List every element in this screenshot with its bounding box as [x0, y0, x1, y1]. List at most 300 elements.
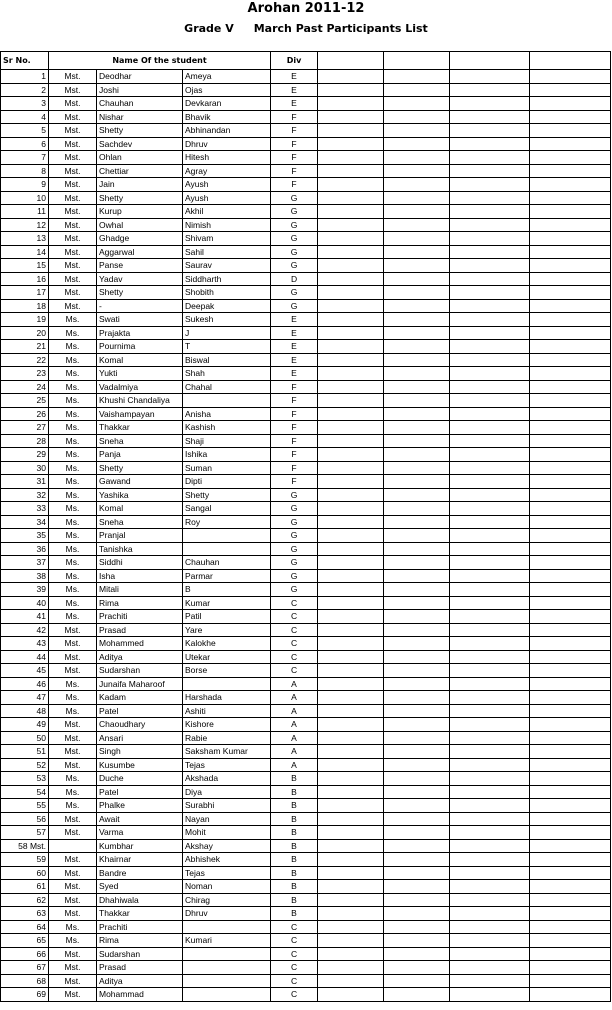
last-name-cell: Chirag: [183, 893, 271, 907]
blank-cell: [530, 664, 611, 678]
div-cell: G: [271, 542, 318, 556]
blank-cell: [450, 232, 530, 246]
sr-no-cell: 58 Mst.: [1, 839, 49, 853]
first-name-cell: Prachiti: [97, 920, 183, 934]
blank-cell: [318, 785, 384, 799]
salutation-cell: Mst.: [49, 907, 97, 921]
blank-cell: [384, 380, 450, 394]
blank-cell: [384, 772, 450, 786]
blank-cell: [450, 799, 530, 813]
salutation-cell: Mst.: [49, 988, 97, 1002]
salutation-cell: Mst.: [49, 245, 97, 259]
blank-cell: [530, 623, 611, 637]
blank-cell: [530, 178, 611, 192]
blank-cell: [384, 704, 450, 718]
last-name-cell: Yare: [183, 623, 271, 637]
blank-cell: [450, 97, 530, 111]
table-row: [1, 853, 611, 867]
table-row: [1, 907, 611, 921]
div-cell: G: [271, 191, 318, 205]
blank-cell: [530, 475, 611, 489]
sr-no-cell: 36: [1, 542, 49, 556]
table-row: [1, 137, 611, 151]
table-row: [1, 704, 611, 718]
table-row: [1, 515, 611, 529]
table-row: [1, 893, 611, 907]
table-row: [1, 839, 611, 853]
table-row: [1, 380, 611, 394]
blank-cell: [384, 569, 450, 583]
salutation-cell: Ms.: [49, 704, 97, 718]
table-row: [1, 83, 611, 97]
blank-cell: [450, 380, 530, 394]
blank-cell: [318, 502, 384, 516]
salutation-cell: Mst.: [49, 947, 97, 961]
sr-no-cell: 26: [1, 407, 49, 421]
sr-no-cell: 15: [1, 259, 49, 273]
blank-cell: [450, 488, 530, 502]
blank-cell: [384, 191, 450, 205]
div-cell: F: [271, 380, 318, 394]
div-cell: C: [271, 596, 318, 610]
sr-no-cell: 18: [1, 299, 49, 313]
table-row: [1, 70, 611, 84]
sr-no-cell: 44: [1, 650, 49, 664]
blank-cell: [318, 677, 384, 691]
blank-cell: [384, 853, 450, 867]
div-cell: E: [271, 340, 318, 354]
last-name-cell: [183, 542, 271, 556]
blank-cell: [384, 758, 450, 772]
last-name-cell: Kalokhe: [183, 637, 271, 651]
first-name-cell: Pranjal: [97, 529, 183, 543]
blank-cell: [450, 691, 530, 705]
blank-cell: [318, 542, 384, 556]
sr-no-cell: 17: [1, 286, 49, 300]
blank-cell: [318, 178, 384, 192]
salutation-cell: Ms.: [49, 367, 97, 381]
blank-cell: [384, 326, 450, 340]
salutation-cell: Mst.: [49, 664, 97, 678]
blank-cell: [450, 650, 530, 664]
blank-cell: [450, 407, 530, 421]
blank-cell: [384, 718, 450, 732]
blank-cell: [530, 191, 611, 205]
blank-cell: [384, 583, 450, 597]
sr-no-cell: 51: [1, 745, 49, 759]
div-cell: C: [271, 623, 318, 637]
blank-cell: [318, 637, 384, 651]
blank-cell: [318, 340, 384, 354]
sr-no-cell: 50: [1, 731, 49, 745]
salutation-cell: Mst.: [49, 961, 97, 975]
div-cell: B: [271, 880, 318, 894]
salutation-cell: Ms.: [49, 421, 97, 435]
div-cell: A: [271, 745, 318, 759]
div-cell: F: [271, 151, 318, 165]
blank-cell: [318, 907, 384, 921]
blank-cell: [530, 394, 611, 408]
table-row: [1, 610, 611, 624]
first-name-cell: Joshi: [97, 83, 183, 97]
div-cell: G: [271, 556, 318, 570]
blank-cell: [384, 650, 450, 664]
table-row: [1, 367, 611, 381]
last-name-cell: Akshada: [183, 772, 271, 786]
table-header-row: [1, 52, 611, 70]
blank-cell: [450, 475, 530, 489]
blank-cell: [384, 232, 450, 246]
salutation-cell: Mst.: [49, 974, 97, 988]
sr-no-cell: 62: [1, 893, 49, 907]
blank-cell: [318, 799, 384, 813]
salutation-cell: Ms.: [49, 340, 97, 354]
first-name-cell: Tanishka: [97, 542, 183, 556]
last-name-cell: Utekar: [183, 650, 271, 664]
blank-cell: [530, 826, 611, 840]
table-row: [1, 772, 611, 786]
sr-no-cell: 69: [1, 988, 49, 1002]
last-name-cell: [183, 394, 271, 408]
blank-cell: [450, 245, 530, 259]
blank-cell: [450, 731, 530, 745]
blank-cell: [384, 245, 450, 259]
first-name-cell: Gawand: [97, 475, 183, 489]
salutation-cell: Ms.: [49, 326, 97, 340]
table-row: [1, 718, 611, 732]
first-name-cell: Isha: [97, 569, 183, 583]
blank-cell: [450, 677, 530, 691]
sr-no-cell: 22: [1, 353, 49, 367]
blank-cell: [318, 880, 384, 894]
blank-cell: [530, 799, 611, 813]
blank-cell: [318, 488, 384, 502]
first-name-cell: Ansari: [97, 731, 183, 745]
blank-cell: [450, 394, 530, 408]
salutation-cell: Mst.: [49, 83, 97, 97]
first-name-cell: Prasad: [97, 961, 183, 975]
sr-no-cell: 61: [1, 880, 49, 894]
salutation-cell: Mst.: [49, 731, 97, 745]
last-name-cell: Surabhi: [183, 799, 271, 813]
last-name-cell: Parmar: [183, 569, 271, 583]
blank-cell: [318, 421, 384, 435]
last-name-cell: Siddharth: [183, 272, 271, 286]
blank-cell: [384, 677, 450, 691]
last-name-cell: Mohit: [183, 826, 271, 840]
table-row: [1, 461, 611, 475]
sr-no-cell: 52: [1, 758, 49, 772]
div-cell: G: [271, 529, 318, 543]
blank-cell: [450, 448, 530, 462]
first-name-cell: Varma: [97, 826, 183, 840]
blank-cell: [530, 731, 611, 745]
last-name-cell: Biswal: [183, 353, 271, 367]
blank-cell: [530, 691, 611, 705]
div-cell: B: [271, 853, 318, 867]
sr-no-cell: 65: [1, 934, 49, 948]
last-name-cell: T: [183, 340, 271, 354]
blank-cell: [530, 407, 611, 421]
last-name-cell: Shah: [183, 367, 271, 381]
table-row: [1, 407, 611, 421]
blank-cell: [530, 745, 611, 759]
first-name-cell: Kumbhar: [97, 839, 183, 853]
first-name-cell: Shetty: [97, 191, 183, 205]
first-name-cell: Komal: [97, 353, 183, 367]
last-name-cell: Tejas: [183, 758, 271, 772]
blank-cell: [530, 299, 611, 313]
first-name-cell: Prajakta: [97, 326, 183, 340]
sr-no-cell: 28: [1, 434, 49, 448]
blank-cell: [530, 164, 611, 178]
blank-cell: [318, 259, 384, 273]
blank-cell: [530, 853, 611, 867]
blank-cell: [450, 745, 530, 759]
blank-cell: [530, 151, 611, 165]
div-cell: B: [271, 772, 318, 786]
table-row: [1, 488, 611, 502]
last-name-cell: Shetty: [183, 488, 271, 502]
first-name-cell: Owhal: [97, 218, 183, 232]
blank-cell: [384, 691, 450, 705]
blank-cell: [530, 907, 611, 921]
div-cell: C: [271, 961, 318, 975]
table-row: [1, 191, 611, 205]
last-name-cell: Kumar: [183, 596, 271, 610]
sr-no-cell: 66: [1, 947, 49, 961]
blank-cell: [384, 947, 450, 961]
table-row: [1, 434, 611, 448]
blank-cell: [450, 758, 530, 772]
table-row: [1, 232, 611, 246]
blank-cell: [318, 205, 384, 219]
blank-cell: [318, 812, 384, 826]
div-cell: E: [271, 70, 318, 84]
blank-cell: [318, 961, 384, 975]
blank-cell: [318, 218, 384, 232]
blank-cell: [530, 785, 611, 799]
sr-no-cell: 47: [1, 691, 49, 705]
blank-cell: [450, 596, 530, 610]
last-name-cell: [183, 947, 271, 961]
table-row: [1, 988, 611, 1002]
blank-cell: [384, 299, 450, 313]
blank-cell: [384, 218, 450, 232]
sr-no-cell: 46: [1, 677, 49, 691]
div-cell: G: [271, 488, 318, 502]
div-cell: E: [271, 97, 318, 111]
salutation-cell: Mst.: [49, 718, 97, 732]
first-name-cell: Sachdev: [97, 137, 183, 151]
blank-cell: [530, 650, 611, 664]
salutation-cell: Mst.: [49, 893, 97, 907]
first-name-cell: Thakkar: [97, 907, 183, 921]
last-name-cell: Dipti: [183, 475, 271, 489]
last-name-cell: Saurav: [183, 259, 271, 273]
blank-cell: [530, 488, 611, 502]
last-name-cell: Sangal: [183, 502, 271, 516]
participants-table: [0, 51, 611, 1002]
blank-cell: [318, 974, 384, 988]
salutation-cell: Ms.: [49, 920, 97, 934]
blank-cell: [384, 151, 450, 165]
salutation-cell: Ms.: [49, 529, 97, 543]
blank-cell: [450, 259, 530, 273]
first-name-cell: Siddhi: [97, 556, 183, 570]
blank-cell: [530, 920, 611, 934]
sr-no-cell: 54: [1, 785, 49, 799]
last-name-cell: Nimish: [183, 218, 271, 232]
blank-cell: [450, 299, 530, 313]
blank-cell: [530, 961, 611, 975]
table-row: [1, 866, 611, 880]
first-name-cell: Chettiar: [97, 164, 183, 178]
blank-cell: [384, 83, 450, 97]
header-blank: [318, 52, 384, 70]
blank-cell: [450, 502, 530, 516]
sr-no-cell: 16: [1, 272, 49, 286]
blank-cell: [384, 205, 450, 219]
blank-cell: [318, 245, 384, 259]
blank-cell: [450, 988, 530, 1002]
salutation-cell: Mst.: [49, 866, 97, 880]
table-row: [1, 353, 611, 367]
sr-no-cell: 39: [1, 583, 49, 597]
blank-cell: [530, 947, 611, 961]
last-name-cell: [183, 988, 271, 1002]
blank-cell: [450, 164, 530, 178]
first-name-cell: Junaifa Maharoof: [97, 677, 183, 691]
sr-no-cell: 42: [1, 623, 49, 637]
blank-cell: [530, 880, 611, 894]
sr-no-cell: 30: [1, 461, 49, 475]
div-cell: F: [271, 475, 318, 489]
div-cell: B: [271, 893, 318, 907]
sr-no-cell: 9: [1, 178, 49, 192]
blank-cell: [530, 272, 611, 286]
blank-cell: [450, 934, 530, 948]
sr-no-cell: 8: [1, 164, 49, 178]
div-cell: F: [271, 110, 318, 124]
div-cell: F: [271, 434, 318, 448]
blank-cell: [530, 637, 611, 651]
div-cell: C: [271, 988, 318, 1002]
first-name-cell: Shetty: [97, 461, 183, 475]
blank-cell: [318, 839, 384, 853]
salutation-cell: Ms.: [49, 380, 97, 394]
blank-cell: [318, 326, 384, 340]
table-row: [1, 394, 611, 408]
blank-cell: [530, 245, 611, 259]
blank-cell: [530, 839, 611, 853]
blank-cell: [530, 286, 611, 300]
table-row: [1, 664, 611, 678]
blank-cell: [384, 529, 450, 543]
blank-cell: [530, 529, 611, 543]
blank-cell: [530, 367, 611, 381]
sr-no-cell: 23: [1, 367, 49, 381]
salutation-cell: Mst.: [49, 299, 97, 313]
blank-cell: [384, 475, 450, 489]
blank-cell: [530, 569, 611, 583]
sr-no-cell: 33: [1, 502, 49, 516]
sr-no-cell: 25: [1, 394, 49, 408]
div-cell: C: [271, 637, 318, 651]
table-row: [1, 880, 611, 894]
salutation-cell: Mst.: [49, 70, 97, 84]
first-name-cell: Prachiti: [97, 610, 183, 624]
sr-no-cell: 21: [1, 340, 49, 354]
div-cell: A: [271, 677, 318, 691]
blank-cell: [530, 610, 611, 624]
blank-cell: [384, 637, 450, 651]
table-row: [1, 812, 611, 826]
first-name-cell: Sneha: [97, 515, 183, 529]
table-row: [1, 475, 611, 489]
blank-cell: [530, 542, 611, 556]
salutation-cell: Mst.: [49, 853, 97, 867]
header-student-name: Name Of the student: [49, 52, 271, 70]
sr-no-cell: 5: [1, 124, 49, 138]
table-row: [1, 97, 611, 111]
blank-cell: [450, 583, 530, 597]
table-row: [1, 569, 611, 583]
blank-cell: [530, 218, 611, 232]
blank-cell: [530, 421, 611, 435]
sr-no-cell: 14: [1, 245, 49, 259]
last-name-cell: Chahal: [183, 380, 271, 394]
salutation-cell: Ms.: [49, 407, 97, 421]
salutation-cell: Mst.: [49, 232, 97, 246]
first-name-cell: Yukti: [97, 367, 183, 381]
blank-cell: [530, 596, 611, 610]
blank-cell: [318, 745, 384, 759]
header-div: Div: [271, 52, 318, 70]
blank-cell: [384, 880, 450, 894]
last-name-cell: Roy: [183, 515, 271, 529]
blank-cell: [318, 83, 384, 97]
salutation-cell: Ms.: [49, 434, 97, 448]
blank-cell: [318, 691, 384, 705]
first-name-cell: Khushi Chandaliya: [97, 394, 183, 408]
blank-cell: [384, 623, 450, 637]
blank-cell: [384, 920, 450, 934]
header-sr-no: Sr No.: [1, 52, 49, 70]
last-name-cell: Tejas: [183, 866, 271, 880]
last-name-cell: Nayan: [183, 812, 271, 826]
div-cell: G: [271, 583, 318, 597]
blank-cell: [384, 731, 450, 745]
salutation-cell: Mst.: [49, 286, 97, 300]
last-name-cell: J: [183, 326, 271, 340]
div-cell: G: [271, 259, 318, 273]
blank-cell: [318, 313, 384, 327]
last-name-cell: Diya: [183, 785, 271, 799]
salutation-cell: Mst.: [49, 205, 97, 219]
salutation-cell: Mst.: [49, 151, 97, 165]
blank-cell: [450, 961, 530, 975]
blank-cell: [384, 745, 450, 759]
last-name-cell: Akshay: [183, 839, 271, 853]
salutation-cell: Ms.: [49, 610, 97, 624]
blank-cell: [318, 407, 384, 421]
salutation-cell: Mst.: [49, 97, 97, 111]
blank-cell: [384, 97, 450, 111]
sr-no-cell: 55: [1, 799, 49, 813]
table-row: [1, 205, 611, 219]
blank-cell: [384, 272, 450, 286]
